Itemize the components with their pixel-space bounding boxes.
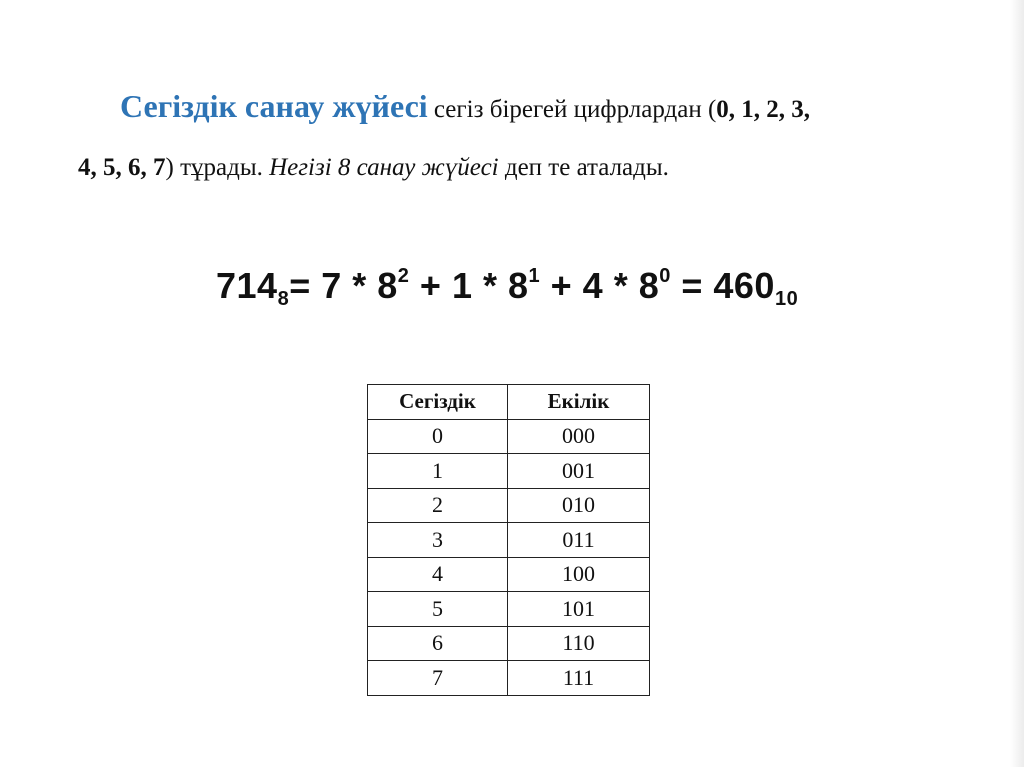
header-octal: Сегіздік bbox=[368, 385, 508, 420]
formula-exp-3: 0 bbox=[659, 265, 671, 287]
table-row bbox=[368, 419, 650, 454]
table-row bbox=[368, 557, 650, 592]
octal-cell: 3 bbox=[368, 523, 508, 558]
intro-italic: Негізі 8 санау жүйесі bbox=[269, 154, 499, 181]
binary-cell: 101 bbox=[508, 592, 650, 627]
binary-cell: 010 bbox=[508, 488, 650, 523]
binary-cell: 001 bbox=[508, 454, 650, 489]
conversion-formula bbox=[216, 265, 798, 311]
table-row bbox=[368, 592, 650, 627]
octal-cell: 4 bbox=[368, 557, 508, 592]
formula-term-1: = 7 * 8 bbox=[289, 265, 398, 306]
formula-exp-2: 1 bbox=[528, 265, 541, 287]
binary-cell: 111 bbox=[508, 661, 650, 696]
formula-exp-1: 2 bbox=[397, 265, 410, 287]
octal-cell: 7 bbox=[368, 661, 508, 696]
table-row bbox=[368, 626, 650, 661]
octal-cell: 5 bbox=[368, 592, 508, 627]
intro-text-2: ) тұрады. bbox=[165, 154, 270, 181]
octal-cell: 6 bbox=[368, 626, 508, 661]
intro-digits-1: 0, 1, 2, 3, bbox=[716, 96, 811, 123]
formula-base-octal: 8 bbox=[277, 288, 290, 310]
formula-result: = 460 bbox=[670, 265, 775, 306]
formula-term-3: + 4 * 8 bbox=[540, 265, 660, 306]
formula-number: 714 bbox=[216, 265, 278, 306]
table-row bbox=[368, 488, 650, 523]
table-row bbox=[368, 454, 650, 489]
binary-cell: 110 bbox=[508, 626, 650, 661]
intro-line-2 bbox=[78, 155, 968, 180]
intro-line-1 bbox=[78, 90, 1010, 122]
intro-text-1: сегіз бірегей цифрлардан ( bbox=[427, 96, 717, 123]
intro-digits-2: 4, 5, 6, 7 bbox=[78, 154, 166, 181]
table-row bbox=[368, 523, 650, 558]
octal-cell: 1 bbox=[368, 454, 508, 489]
slide-edge-shadow bbox=[1010, 0, 1024, 767]
binary-cell: 011 bbox=[508, 523, 650, 558]
intro-text-3: деп те аталады. bbox=[498, 154, 669, 181]
binary-cell: 100 bbox=[508, 557, 650, 592]
binary-cell: 000 bbox=[508, 419, 650, 454]
formula-term-2: + 1 * 8 bbox=[409, 265, 529, 306]
octal-cell: 2 bbox=[368, 488, 508, 523]
octal-cell: 0 bbox=[368, 419, 508, 454]
formula-base-decimal: 10 bbox=[774, 288, 799, 310]
table-row bbox=[368, 661, 650, 696]
octal-binary-table bbox=[367, 384, 650, 696]
table-header-row bbox=[368, 385, 650, 420]
header-binary: Екілік bbox=[508, 385, 650, 420]
slide-title: Сегіздік санау жүйесі bbox=[120, 88, 428, 124]
